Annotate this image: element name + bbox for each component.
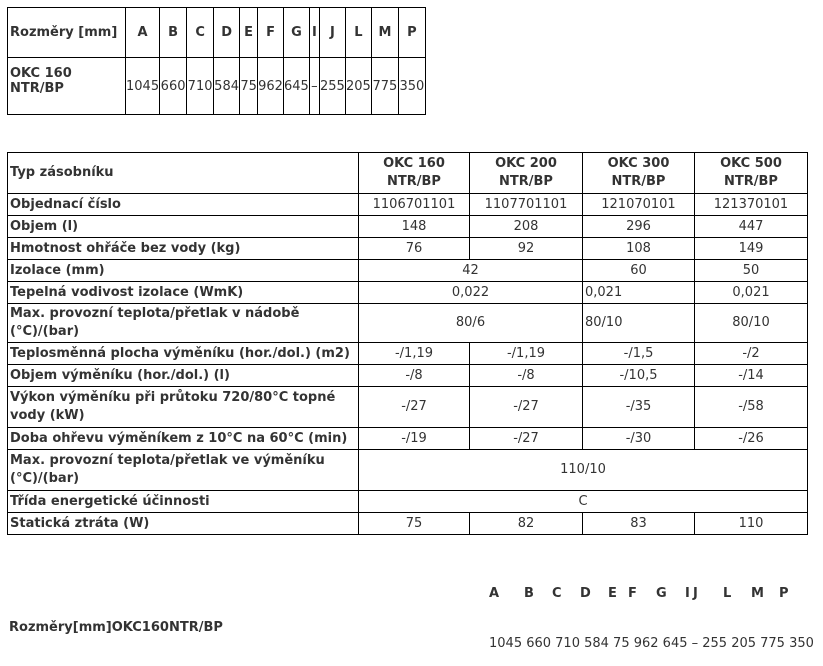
dim-col-d: D — [214, 8, 240, 58]
cell-value: 75 — [359, 513, 470, 535]
dim-value: 962 — [258, 58, 284, 115]
model-header: OKC 500 NTR/BP — [695, 153, 808, 194]
footer-letter: P — [779, 586, 789, 601]
row-label: Hmotnost ohřáče bez vody (kg) — [8, 238, 359, 260]
cell-value: 50 — [695, 260, 808, 282]
row-label: Max. provozní teplota/přetlak v nádobě (°C)/(bar) — [8, 304, 359, 343]
cell-value: -/26 — [695, 428, 808, 450]
dimensions-row-label: OKC 160 NTR/BP — [8, 58, 126, 115]
footer-letter: A — [489, 586, 500, 601]
cell-value: 110 — [695, 513, 808, 535]
row-label: Max. provozní teplota/přetlak ve výměníku (°C)/(bar) — [8, 450, 359, 491]
cell-value: 121370101 — [695, 194, 808, 216]
dim-col-e: E — [240, 8, 258, 58]
spec-header-label: Typ zásobníku — [8, 153, 359, 194]
model-header: OKC 160 NTR/BP — [359, 153, 470, 194]
footer-letter: L — [723, 586, 732, 601]
cell-value: -/1,5 — [583, 343, 695, 365]
dim-value: 75 — [240, 58, 258, 115]
cell-value: -/8 — [470, 365, 583, 387]
cell-value: -/35 — [583, 387, 695, 428]
cell-value: 1106701101 — [359, 194, 470, 216]
cell-value: 0,021 — [695, 282, 808, 304]
cell-value: 42 — [359, 260, 583, 282]
cell-value: 80/10 — [695, 304, 808, 343]
footer-letter: C — [552, 586, 562, 601]
spec-row-insulation — [8, 260, 808, 282]
dimensions-header-row — [8, 8, 426, 58]
row-label: Objem výměníku (hor./dol.) (l) — [8, 365, 359, 387]
cell-value: 80/10 — [583, 304, 695, 343]
dim-col-i: I — [309, 8, 319, 58]
cell-value: 148 — [359, 216, 470, 238]
dim-col-l: L — [345, 8, 371, 58]
dim-col-c: C — [187, 8, 214, 58]
dim-value: 645 — [283, 58, 309, 115]
dim-value: 775 — [371, 58, 398, 115]
dim-value: 660 — [160, 58, 187, 115]
cell-value: -/27 — [470, 387, 583, 428]
footer-letter: I — [685, 586, 690, 601]
cell-value: 208 — [470, 216, 583, 238]
spec-row-order — [8, 194, 808, 216]
cell-value: -/14 — [695, 365, 808, 387]
cell-value: 83 — [583, 513, 695, 535]
cell-value: -/27 — [470, 428, 583, 450]
dim-col-m: M — [371, 8, 398, 58]
row-label: Objem (l) — [8, 216, 359, 238]
dim-col-a: A — [126, 8, 160, 58]
cell-value: 60 — [583, 260, 695, 282]
dim-value: 205 — [345, 58, 371, 115]
spec-row-exchanger-max — [8, 450, 808, 491]
dim-value: 710 — [187, 58, 214, 115]
spec-row-volume — [8, 216, 808, 238]
cell-value: -/8 — [359, 365, 470, 387]
cell-value: 108 — [583, 238, 695, 260]
spec-row-heating-time — [8, 428, 808, 450]
dim-col-p: P — [398, 8, 425, 58]
footer-values: 1045 660 710 584 75 962 645 – 255 205 775 350 — [489, 636, 814, 651]
cell-value: 296 — [583, 216, 695, 238]
row-label: Izolace (mm) — [8, 260, 359, 282]
spec-header-row — [8, 153, 808, 194]
cell-value: 92 — [470, 238, 583, 260]
cell-value: C — [359, 491, 808, 513]
spec-row-energy-class — [8, 491, 808, 513]
footer-letter: B — [524, 586, 534, 601]
footer-letter: J — [693, 586, 698, 601]
model-header: OKC 300 NTR/BP — [583, 153, 695, 194]
model-header: OKC 200 NTR/BP — [470, 153, 583, 194]
cell-value: -/2 — [695, 343, 808, 365]
spec-row-static-loss — [8, 513, 808, 535]
cell-value: 82 — [470, 513, 583, 535]
row-label: Teplosměnná plocha výměníku (hor./dol.) (m2) — [8, 343, 359, 365]
cell-value: 0,021 — [583, 282, 695, 304]
spec-row-weight — [8, 238, 808, 260]
cell-value: 76 — [359, 238, 470, 260]
dimensions-table — [7, 7, 426, 115]
spec-row-conductivity — [8, 282, 808, 304]
cell-value: -/27 — [359, 387, 470, 428]
dim-value: – — [309, 58, 319, 115]
cell-value: 149 — [695, 238, 808, 260]
cell-value: -/1,19 — [470, 343, 583, 365]
footer-letter: G — [656, 586, 667, 601]
dim-col-g: G — [283, 8, 309, 58]
footer-letter: D — [580, 586, 591, 601]
cell-value: -/1,19 — [359, 343, 470, 365]
dim-value: 1045 — [126, 58, 160, 115]
dimensions-header-label: Rozměry [mm] — [8, 8, 126, 58]
dim-value: 255 — [319, 58, 345, 115]
cell-value: 80/6 — [359, 304, 583, 343]
spec-table — [7, 152, 808, 535]
cell-value: 447 — [695, 216, 808, 238]
row-label: Tepelná vodivost izolace (WmK) — [8, 282, 359, 304]
row-label: Výkon výměníku při průtoku 720/80°C topné vody (kW) — [8, 387, 359, 428]
footer-letter: M — [751, 586, 764, 601]
row-label: Statická ztráta (W) — [8, 513, 359, 535]
row-label: Objednací číslo — [8, 194, 359, 216]
spec-row-exchanger-volume — [8, 365, 808, 387]
cell-value: -/10,5 — [583, 365, 695, 387]
cell-value: -/19 — [359, 428, 470, 450]
dim-value: 350 — [398, 58, 425, 115]
row-label: Doba ohřevu výměníkem z 10°C na 60°C (min) — [8, 428, 359, 450]
spec-row-exchange-area — [8, 343, 808, 365]
cell-value: 0,022 — [359, 282, 583, 304]
footer-letter: E — [608, 586, 617, 601]
cell-value: 1107701101 — [470, 194, 583, 216]
cell-value: 110/10 — [359, 450, 808, 491]
spec-row-max-temp — [8, 304, 808, 343]
spec-row-exchanger-power — [8, 387, 808, 428]
dimensions-value-row — [8, 58, 426, 115]
footer-label: Rozměry[mm]OKC160NTR/BP — [9, 620, 223, 635]
dim-col-b: B — [160, 8, 187, 58]
cell-value: -/58 — [695, 387, 808, 428]
dim-col-j: J — [319, 8, 345, 58]
row-label: Třída energetické účinnosti — [8, 491, 359, 513]
dim-value: 584 — [214, 58, 240, 115]
footer-letter: F — [628, 586, 637, 601]
dim-col-f: F — [258, 8, 284, 58]
cell-value: 121070101 — [583, 194, 695, 216]
cell-value: -/30 — [583, 428, 695, 450]
